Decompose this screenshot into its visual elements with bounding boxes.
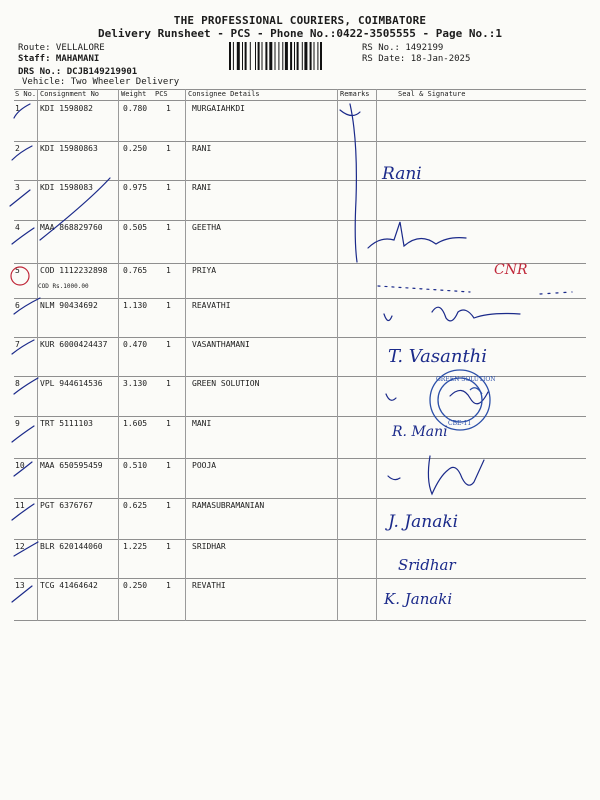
- cell-consignment-no: MAA 868829760: [40, 223, 103, 232]
- barcode-bar: [269, 42, 272, 70]
- barcode-bar: [282, 42, 283, 70]
- cell-pcs: 1: [166, 379, 171, 388]
- cell-pcs: 1: [166, 542, 171, 551]
- cell-pcs: 1: [166, 501, 171, 510]
- cell-pcs: 1: [166, 461, 171, 470]
- signature-cnr: CNR: [494, 262, 528, 278]
- row-divider: [14, 458, 586, 459]
- tick-mark: [10, 190, 30, 206]
- cell-sno: 11: [15, 501, 25, 510]
- cell-sno: 13: [15, 581, 25, 590]
- remarks-ink-line: [350, 104, 357, 262]
- barcode-bar: [255, 42, 256, 70]
- cell-consignee: VASANTHAMANI: [192, 340, 250, 349]
- cell-sno: 5: [15, 266, 20, 275]
- column-header-consignee: Consignee Details: [188, 90, 260, 98]
- cell-sno: 4: [15, 223, 20, 232]
- row-divider: [14, 298, 586, 299]
- cell-consignment-no: COD 1112232898: [40, 266, 108, 275]
- column-header-pcs: PCS: [155, 90, 168, 98]
- column-divider: [37, 89, 38, 621]
- signature-rani: Rani: [382, 164, 422, 184]
- barcode-bar: [290, 42, 292, 70]
- cell-pcs: 1: [166, 301, 171, 310]
- staff-label: Staff: MAHAMANI: [18, 54, 100, 64]
- cell-sno: 9: [15, 419, 20, 428]
- barcode-bar: [258, 42, 260, 70]
- row-divider: [14, 498, 586, 499]
- barcode-bar: [275, 42, 276, 70]
- signature-sridhar: Sridhar: [398, 556, 456, 574]
- table-header-border: [14, 100, 586, 101]
- rs-number: RS No.: 1492199: [362, 43, 444, 53]
- vehicle-label: Vehicle: Two Wheeler Delivery: [22, 77, 180, 87]
- cell-sno: 1: [15, 104, 20, 113]
- cell-sno: 6: [15, 301, 20, 310]
- cell-consignment-no: MAA 650595459: [40, 461, 103, 470]
- signature-geetha: [368, 222, 466, 248]
- barcode-bar: [317, 42, 318, 70]
- remarks-ink-line: [340, 110, 360, 116]
- cell-weight: 0.625: [123, 501, 148, 510]
- row-divider: [14, 337, 586, 338]
- cell-consignee: RANI: [192, 144, 212, 153]
- cell-weight: 0.250: [123, 581, 148, 590]
- cell-consignment-no: KDI 1598083: [40, 183, 93, 192]
- cell-weight: 1.130: [123, 301, 148, 310]
- barcode-bar: [302, 42, 303, 70]
- barcode-bar: [265, 42, 267, 70]
- barcode-bar: [310, 42, 312, 70]
- cell-consignee: MANI: [192, 419, 212, 428]
- cell-pcs: 1: [166, 183, 171, 192]
- signature-mani: R. Mani: [392, 424, 448, 440]
- barcode-bar: [304, 42, 307, 70]
- stamp-text-bottom: CBE-11: [448, 420, 472, 427]
- dotted-mark: [540, 292, 572, 294]
- row-divider: [14, 620, 586, 621]
- barcode-bar: [237, 42, 240, 70]
- column-header-sno: S No.: [15, 90, 37, 98]
- row-divider: [14, 180, 586, 181]
- row5-highlight-circle: [11, 267, 29, 285]
- cell-consignment-no: TCG 41464642: [40, 581, 98, 590]
- barcode-bar: [229, 42, 231, 70]
- column-divider: [118, 89, 119, 621]
- barcode-bar: [320, 42, 322, 70]
- cell-pcs: 1: [166, 144, 171, 153]
- cell-consignment-no: TRT 5111103: [40, 419, 93, 428]
- column-header-seal: Seal & Signature: [398, 90, 466, 98]
- cell-pcs: 1: [166, 223, 171, 232]
- drs-number: DRS No.: DCJB149219901: [18, 67, 138, 77]
- signature-vasanthamani: T. Vasanthi: [388, 346, 488, 367]
- cell-sno: 2: [15, 144, 20, 153]
- cell-weight: 0.975: [123, 183, 148, 192]
- cell-consignment-no: NLM 90434692: [40, 301, 98, 310]
- route-label: Route: VELLALORE: [18, 43, 105, 53]
- barcode-bar: [262, 42, 263, 70]
- cell-pcs: 1: [166, 581, 171, 590]
- barcode-bar: [285, 42, 288, 70]
- cell-weight: 0.505: [123, 223, 148, 232]
- runsheet-subtitle: Delivery Runsheet - PCS - Phone No.:0422-3505555 - Page No.:1: [98, 27, 502, 40]
- cell-weight: 0.510: [123, 461, 148, 470]
- cell-consignee: GEETHA: [192, 223, 221, 232]
- cell-consignment-no: KDI 15980863: [40, 144, 98, 153]
- cell-weight: 1.225: [123, 542, 148, 551]
- cell-weight: 0.470: [123, 340, 148, 349]
- signature-reavathi: [384, 307, 520, 321]
- column-divider: [337, 89, 338, 621]
- cell-consignment-no: KUR 6000424437: [40, 340, 108, 349]
- column-header-weight: Weight: [121, 90, 147, 98]
- row-divider: [14, 539, 586, 540]
- row-divider: [14, 141, 586, 142]
- cell-sno: 10: [15, 461, 25, 470]
- cell-pcs: 1: [166, 266, 171, 275]
- cell-consignee: RAMASUBRAMANIAN: [192, 501, 265, 510]
- barcode-bar: [242, 42, 243, 70]
- signature-janaki-row13: K. Janaki: [384, 590, 453, 608]
- cell-pcs: 1: [166, 340, 171, 349]
- cell-weight: 0.250: [123, 144, 148, 153]
- row-divider: [14, 220, 586, 221]
- barcode-bar: [245, 42, 247, 70]
- row-divider: [14, 376, 586, 377]
- barcode-bar: [233, 42, 234, 70]
- cell-sno: 12: [15, 542, 25, 551]
- cell-consignment-no: PGT 6376767: [40, 501, 93, 510]
- cell-consignee: RANI: [192, 183, 212, 192]
- row-divider: [14, 578, 586, 579]
- barcode-bar: [250, 42, 251, 70]
- column-header-remarks: Remarks: [340, 90, 370, 98]
- cell-sno: 7: [15, 340, 20, 349]
- cell-consignee: PRIYA: [192, 266, 217, 275]
- cell-sno: 3: [15, 183, 20, 192]
- barcode-bar: [297, 42, 299, 70]
- column-header-consignment: Consignment No: [40, 90, 100, 98]
- barcode-bar: [278, 42, 279, 70]
- signature-green-solution: [386, 390, 488, 403]
- cell-consignee: POOJA: [192, 461, 217, 470]
- cell-weight: 0.780: [123, 104, 148, 113]
- cell-consignee: SRIDHAR: [192, 542, 226, 551]
- cell-consignment-no: VPL 944614536: [40, 379, 103, 388]
- table-top-border: [14, 89, 586, 90]
- cell-weight: 1.605: [123, 419, 148, 428]
- cell-pcs: 1: [166, 104, 171, 113]
- cell-consignee: GREEN SOLUTION: [192, 379, 260, 388]
- cell-consignment-no: BLR 620144060: [40, 542, 103, 551]
- dotted-mark: [378, 286, 470, 292]
- barcode-bar: [314, 42, 315, 70]
- cell-consignment-no: KDI 1598082: [40, 104, 93, 113]
- column-divider: [376, 89, 377, 621]
- signature-janaki-row11: J. Janaki: [388, 512, 459, 532]
- cod-amount-note: COD Rs.1000.00: [38, 283, 89, 290]
- row-divider: [14, 416, 586, 417]
- cell-sno: 8: [15, 379, 20, 388]
- cell-weight: 3.130: [123, 379, 148, 388]
- cell-consignee: REVATHI: [192, 581, 226, 590]
- cell-consignee: REAVATHI: [192, 301, 231, 310]
- signature-pooja: [388, 456, 484, 494]
- barcode: [229, 42, 357, 70]
- tick-mark: [12, 426, 34, 442]
- cell-weight: 0.765: [123, 266, 148, 275]
- company-title: THE PROFESSIONAL COURIERS, COIMBATORE: [173, 14, 427, 27]
- cell-pcs: 1: [166, 419, 171, 428]
- stamp-text-top: GREEN SOLUTION: [436, 376, 496, 383]
- rs-date: RS Date: 18-Jan-2025: [362, 54, 471, 64]
- column-divider: [185, 89, 186, 621]
- barcode-bar: [294, 42, 295, 70]
- cell-consignee: MURGAIAHKDI: [192, 104, 245, 113]
